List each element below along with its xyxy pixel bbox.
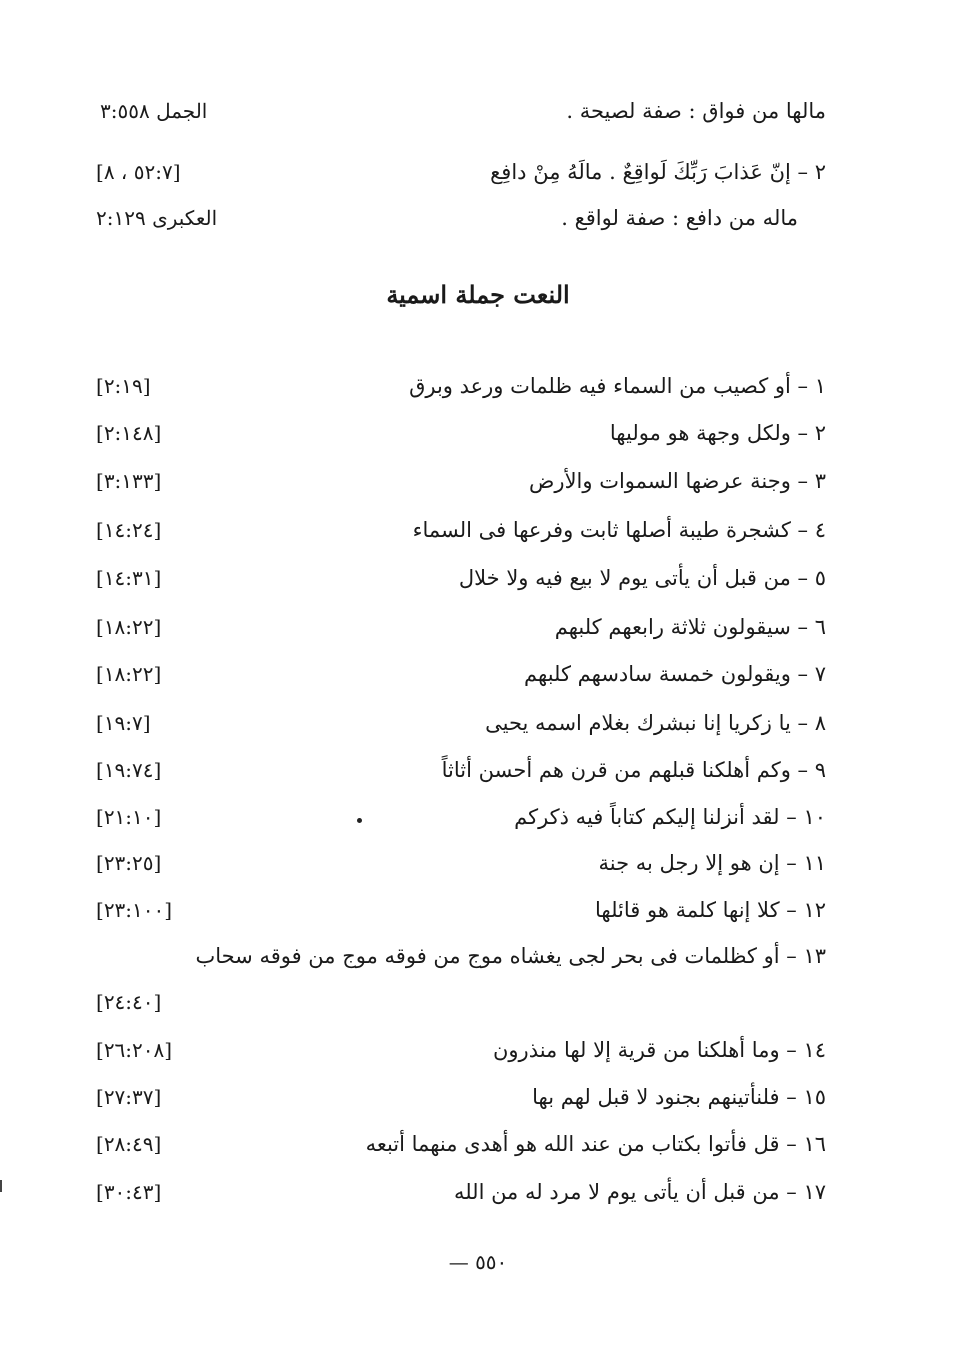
entry-text: ١١ – إن هو إلا رجل به جنة (598, 851, 826, 875)
section-heading: النعت جملة اسمية (386, 280, 570, 309)
entry-reference: [٢٣:١٠٠] (96, 898, 173, 922)
entry-text: ٢ – إنّ عَذابَ رَبِّكَ لَواقِعٌ . مالَهُ مِنْ دافِع (490, 160, 826, 184)
list-item (96, 750, 826, 790)
list-item (96, 936, 826, 976)
top-entry (96, 198, 826, 238)
entry-reference: [١٤:٢٤] (96, 518, 162, 542)
entry-reference: [١٨:٢٢] (96, 615, 162, 639)
entry-text: ١٣ – أو كظلمات فى بحر لجى يغشاه موج من فوقه موج من فوقه سحاب (195, 944, 826, 968)
entry-text: ٩ – وكم أهلكنا قبلهم من قرن هم أحسن أثاثاً (441, 758, 826, 782)
entry-text: ٤ – كشجرة طيبة أصلها ثابت وفرعها فى السماء (412, 518, 826, 542)
entry-text: ٣ – وجنة عرضها السموات والأرض (529, 469, 826, 493)
entry-text: ١٤ – وما أهلكنا من قرية إلا لها منذرون (492, 1038, 826, 1062)
entry-reference: [١٤:٣١] (96, 566, 162, 590)
list-item (96, 654, 826, 694)
entry-text: ٥ – من قبل أن يأتى يوم لا بيع فيه ولا خلال (458, 566, 826, 590)
top-entry (96, 152, 826, 192)
stray-mark (357, 818, 362, 823)
entry-text: ١٦ – قل فأتوا بكتاب من عند الله هو أهدى منهما أتبعه (365, 1132, 826, 1156)
entry-text: ٦ – سيقولون ثلاثة رابعهم كلبهم (554, 615, 826, 639)
entry-reference: [٢١:١٠] (96, 805, 162, 829)
entry-reference: العكبرى ٢:١٢٩ (96, 206, 218, 230)
entry-text: ١٢ – كلا إنها كلمة هو قائلها (595, 898, 826, 922)
entry-reference: [٢٤:٤٠] (96, 990, 162, 1014)
entry-reference: [٣:١٣٣] (96, 469, 162, 493)
entry-reference: [١٨:٢٢] (96, 662, 162, 686)
entry-text: ٢ – ولكل وجهة هو موليها (609, 421, 826, 445)
list-item (96, 703, 826, 743)
entry-reference: [٢٧:٣٧] (96, 1085, 162, 1109)
list-item (96, 461, 826, 501)
entry-text: ١٥ – فلنأتينهم بجنود لا قبل لهم بها (532, 1085, 826, 1109)
list-item (96, 982, 826, 1022)
list-item (96, 366, 826, 406)
entry-reference: [٢٦:٢٠٨] (96, 1038, 173, 1062)
entry-text: ٧ – ويقولون خمسة سادسهم كلبهم (524, 662, 826, 686)
list-item (96, 558, 826, 598)
entry-reference: [٣٠:٤٣] (96, 1180, 162, 1204)
entry-reference: الجمل ٣:٥٥٨ (100, 99, 208, 123)
entry-reference: [٥٢:٧ ، ٨] (96, 160, 181, 184)
entry-reference: [٢٣:٢٥] (96, 851, 162, 875)
page-number: — ٥٥٠ (448, 1250, 508, 1274)
list-item (96, 797, 826, 837)
entry-reference: [٢:١٤٨] (96, 421, 162, 445)
entry-reference: [١٩:٧٤] (96, 758, 162, 782)
list-item (96, 1077, 826, 1117)
list-item (96, 510, 826, 550)
list-item (96, 1172, 826, 1212)
entry-text: ماله من دافع : صفة لواقع . (561, 206, 798, 230)
top-entry (96, 91, 826, 131)
list-item (96, 607, 826, 647)
list-item (96, 413, 826, 453)
entry-text: مالها من فواق : صفة لصيحة . (566, 99, 826, 123)
entry-text: ٨ – يا زكريا إنا نبشرك بغلام اسمه يحيى (485, 711, 826, 735)
list-item (96, 890, 826, 930)
entry-text: ١٧ – من قبل أن يأتى يوم لا مرد له من الله (453, 1180, 826, 1204)
list-item (96, 843, 826, 883)
entry-text: ١ – أو كصيب من السماء فيه ظلمات ورعد وبرق (409, 374, 826, 398)
entry-reference: [٢:١٩] (96, 374, 151, 398)
margin-mark (0, 1180, 2, 1192)
entry-text: ١٠ – لقد أنزلنا إليكم كتاباً فيه ذكركم (514, 805, 826, 829)
entry-reference: [٢٨:٤٩] (96, 1132, 162, 1156)
entry-reference: [١٩:٧] (96, 711, 151, 735)
list-item (96, 1030, 826, 1070)
list-item (96, 1124, 826, 1164)
